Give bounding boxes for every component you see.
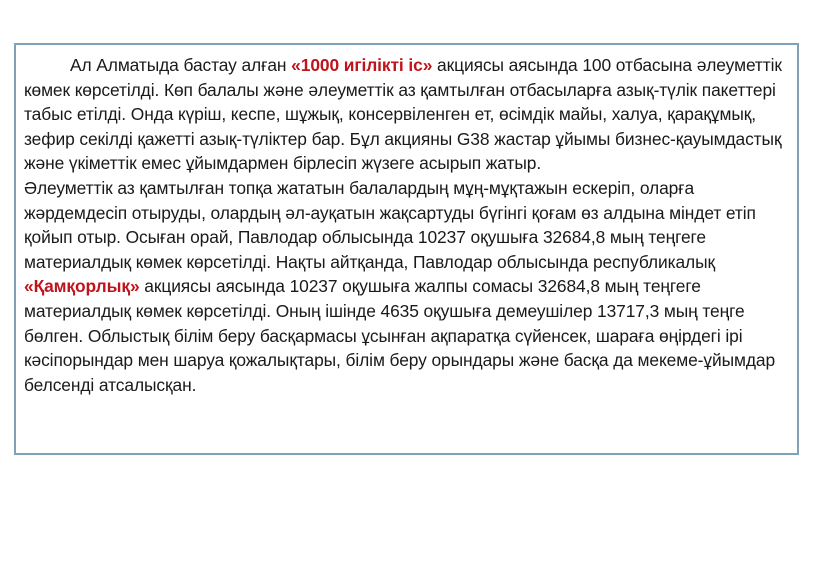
text-box: [14, 43, 799, 455]
paragraph-1: [24, 53, 789, 176]
paragraph-1-text-end: акциясы аясында 100 отбасына әлеуметтік көмек көрсетілді. Көп балалы және әлеуметтік аз қамтылған отбасыларға азық-түлік пакеттері табыс етілді. Онда күріш, кеспе, шұжық, консервіленген ет, өсімдік майы, халуа, қарақұмық, зефир секілді қажетті азық-түліктер бар. Бұл акцияны G38 жастар ұйымы бизнес-қауымдастық және үкіметтік емес ұйымдармен бірлесіп жүзеге асырып жатыр.: [24, 55, 782, 174]
paragraph-2-text-start: Әлеуметтік аз қамтылған топқа жататын балалардың мұң-мұқтажын ескеріп, оларға жәрдемдесіп отыруды, олардың әл-ауқатын жақсартуды бүгінгі қоғам өз алдына міндет етіп қойып отыр. Осыған орай, Павлодар облысында 10237 оқушыға 32684,8 мың теңгеге материалдық көмек көрсетілді. Нақты айтқанда, Павлодар облысында республикалық: [24, 177, 756, 272]
paragraph-2: [24, 176, 789, 397]
campaign-name-kamkorlyk: «Қамқорлық»: [24, 276, 140, 297]
paragraph-2-text-end: акциясы аясында 10237 оқушыға жалпы сомасы 32684,8 мың теңгеге материалдық көмек көрсетілді. Оның ішінде 4635 оқушыға демеушілер 13717,3 мың теңге бөлген. Облыстық білім беру басқармасы ұсынған ақпаратқа сүйенсек, шараға өңірдегі ірі кәсіпорындар мен шаруа қожалықтары, білім беру орындары және басқа да мекеме-ұйымдар белсенді атсалысқан.: [24, 276, 776, 395]
paragraph-1-text-start: Ал Алматыда бастау алған: [70, 55, 292, 75]
campaign-name-1000-good-deeds: «1000 игілікті іс»: [291, 55, 433, 75]
